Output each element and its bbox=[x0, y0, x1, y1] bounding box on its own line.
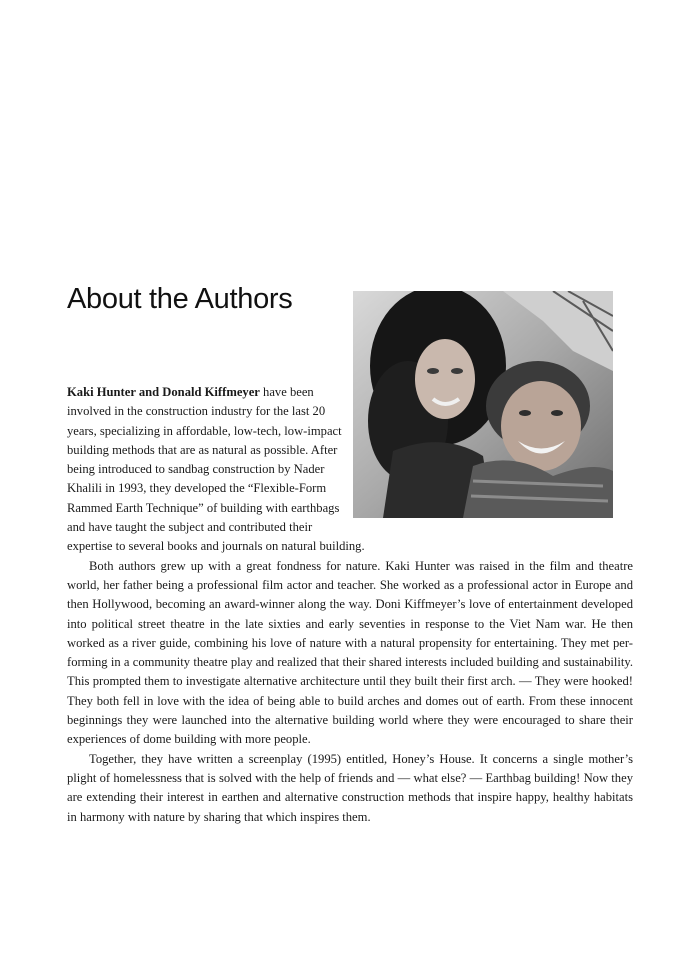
intro-line: building methods that are as natural as possible. After bbox=[67, 442, 338, 457]
intro-line: and have taught the subject and contributed their bbox=[67, 520, 313, 535]
intro-line: years, specializing in affordable, low-tech, low-impact bbox=[67, 423, 342, 438]
intro-line: Khalili in 1993, they developed the “Flexible-Form bbox=[67, 481, 327, 496]
intro-line: have been bbox=[259, 385, 314, 399]
paragraph-2: Both authors grew up with a great fondness for nature. Kaki Hunter was raised in the film and theatre world, her father being a professional film actor and teacher. She worked as a professional actor in Europe and then Hollywood, becoming an award-winner along the way. Doni Kiffmeyer’s love of entertainment developed into political street theatre in the late sixties and early seventies in response to the Viet Nam war. He then worked as a river guide, combining his love of nature with a natural propensity for entertaining. They met per-forming in a community theatre play and realized that their shared interests included building and sustainability. This prompted them to investigate alternative architecture until they built their first arch. — They were hooked! They both fell in love with the idea of being able to build arches and domes out of earth. From these innocent beginnings they were launched into the alternative building world where they were encouraged to share their experiences of dome building with more people. bbox=[67, 558, 633, 747]
intro-line: expertise to several books and journals on natural building. bbox=[67, 539, 365, 554]
page-title: About the Authors bbox=[67, 283, 293, 315]
paragraph-3: Together, they have written a screenplay (1995) entitled, Honey’s House. It concerns a single mother’s plight of homelessness that is solved with the help of friends and — what else? — Earthbag building! Now they are extending their interest in earthen and alternative construction methods that inspire happy, healthy habitats in harmony with nature by sharing that which inspires them. bbox=[67, 751, 633, 824]
authors-names: Kaki Hunter and Donald Kiffmeyer bbox=[67, 385, 260, 399]
intro-line: being introduced to sandbag construction by Nader bbox=[67, 462, 325, 477]
intro-line: involved in the construction industry for the last 20 bbox=[67, 404, 326, 419]
intro-line: Rammed Earth Technique” of building with earthbags bbox=[67, 500, 340, 515]
body-text bbox=[67, 383, 633, 827]
intro-paragraph bbox=[67, 383, 365, 557]
